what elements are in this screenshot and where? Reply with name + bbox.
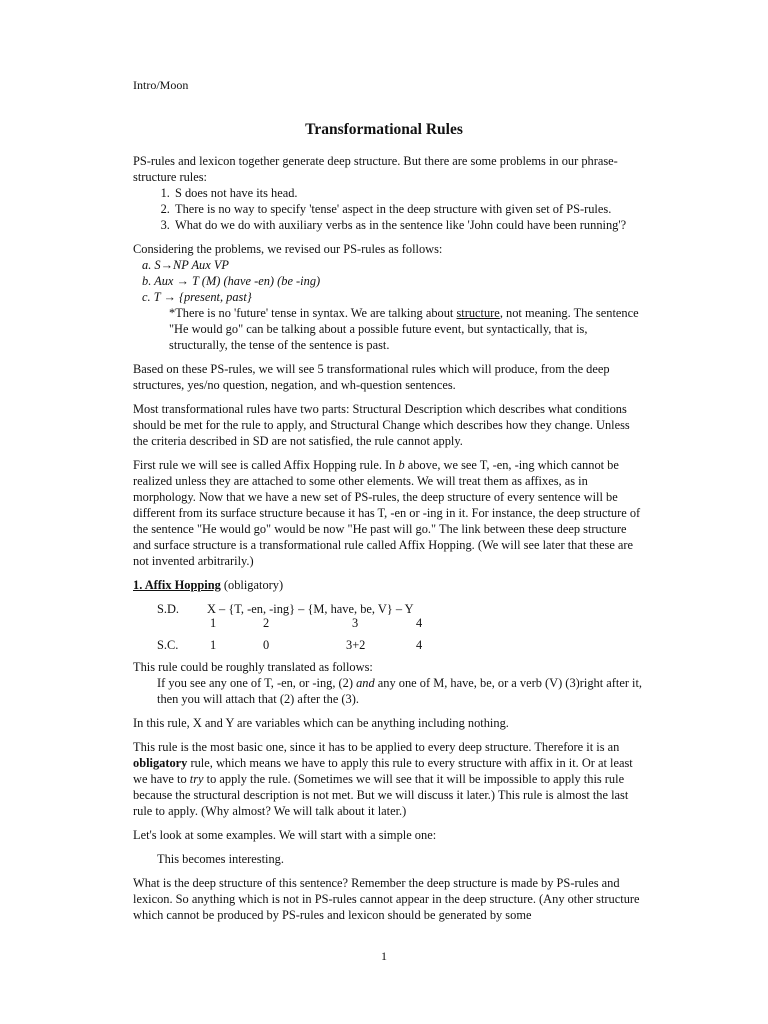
intro-paragraph: PS-rules and lexicon together generate deep structure. But there are some problems in our phrase-structure rules: xyxy=(133,154,618,184)
deep-structure-paragraph: What is the deep structure of this sentence? Remember the deep structure is made by PS-rules and lexicon. So anything which is not in PS-rules cannot appear in the deep structure. (Any other structure which cannot be produced by PS-rules and lexicon should be generated by some xyxy=(133,876,640,922)
rule-a xyxy=(142,257,643,273)
para-text: to apply the rule. (Sometimes we will see that it will be impossible to apply this rule because the structural description is not met. But we will discuss it later.) This rule is almost the last rule to apply. (Why almost? We will talk about it later.) xyxy=(133,772,629,818)
rule-lhs: c. T xyxy=(142,290,161,304)
para-text: If you see any one of T, -en, or -ing, (2) xyxy=(157,676,357,690)
para-italic: b xyxy=(398,458,405,472)
right-arrow-icon: → xyxy=(160,258,173,272)
section-note: (obligatory) xyxy=(223,578,284,592)
problem-item: 2. There is no way to specify 'tense' aspect in the deep structure with given set of PS-rules. xyxy=(173,201,643,217)
rule-rhs: NP Aux VP xyxy=(172,258,229,272)
sd-label: S.D. xyxy=(157,602,180,616)
based-paragraph: Based on these PS-rules, we will see 5 transformational rules which will produce, from the deep structures, yes/no question, negation, and wh-question sentences. xyxy=(133,362,610,392)
obligatory-paragraph xyxy=(133,739,643,819)
rule-c xyxy=(142,289,643,305)
variables-paragraph: In this rule, X and Y are variables which can be anything including nothing. xyxy=(133,716,509,730)
sc-value: 1 xyxy=(210,638,217,652)
interesting-line: This becomes interesting. xyxy=(157,852,284,866)
section-title: 1. Affix Hopping xyxy=(133,578,221,592)
translate-intro: This rule could be roughly translated as follows: xyxy=(133,660,373,674)
sc-value: 0 xyxy=(263,638,270,652)
document-body xyxy=(133,153,643,931)
note-text: *There is no 'future' tense in syntax. We are talking about xyxy=(169,306,457,320)
translate-paragraph xyxy=(157,675,643,707)
sd-number: 1 xyxy=(210,616,217,630)
para-text: rule, which means we have to apply this rule to every structure with affix in it. Or at least we have to xyxy=(133,756,633,786)
sd-number: 4 xyxy=(416,616,423,630)
para-text: above, we see T, -en, -ing which cannot be realized unless they are attached to some other elements. We will treat them as affixes, as in morphology. Now that we have a new set of PS-rules, the deep structure of every sentence will be different from its surface structure because it has T, -en or -ing in it. For instance, the deep structure of the sentence "He would go" would be now "He past will go." The link between these deep structure and surface structure is a transformational rule called Affix Hopping. (We will see later that these are not invented arbitrarily.) xyxy=(133,458,641,568)
para-italic: and xyxy=(356,676,375,690)
rule-rhs: {present, past} xyxy=(178,290,252,304)
problem-item: 1. S does not have its head. xyxy=(173,185,643,201)
problem-item: 3. What do we do with auxiliary verbs as in the sentence like 'John could have been running'? xyxy=(173,217,643,233)
sc-label: S.C. xyxy=(157,638,179,652)
future-tense-note xyxy=(169,305,643,353)
para-italic: try xyxy=(189,772,204,786)
right-arrow-icon: → xyxy=(163,290,176,304)
affix-hopping-intro-paragraph xyxy=(133,457,643,569)
rule-rhs: T (M) (have -en) (be -ing) xyxy=(192,274,321,288)
examples-paragraph: Let's look at some examples. We will start with a simple one: xyxy=(133,828,437,842)
para-bold: obligatory xyxy=(133,756,188,770)
revised-rules xyxy=(142,257,643,305)
para-text: First rule we will see is called Affix Hopping rule. In xyxy=(133,458,399,472)
rule-b xyxy=(142,273,643,289)
rule-lhs: a. S xyxy=(142,258,161,272)
sd-sc-table xyxy=(133,601,643,653)
para-text: any one of M, have, be, or a verb (V) (3)right after it, then you will attach that (2) after the (3). xyxy=(157,676,643,706)
page-number: 1 xyxy=(381,949,387,963)
note-underlined: structure xyxy=(456,306,500,320)
sd-number: 2 xyxy=(263,616,270,630)
sd-formula: X – {T, -en, -ing} – {M, have, be, V} – Y xyxy=(207,602,414,616)
problems-list xyxy=(133,185,643,233)
right-arrow-icon: → xyxy=(176,274,189,288)
running-header: Intro/Moon xyxy=(133,78,189,92)
page-title: Transformational Rules xyxy=(305,121,463,138)
revised-intro: Considering the problems, we revised our PS-rules as follows: xyxy=(133,242,443,256)
para-text: This rule is the most basic one, since it has to be applied to every deep structure. Therefore it is an xyxy=(133,740,620,754)
sc-value: 3+2 xyxy=(346,638,366,652)
sc-value: 4 xyxy=(416,638,423,652)
structural-paragraph: Most transformational rules have two parts: Structural Description which describes what conditions should be met for the rule to apply, and Structural Change which describes how they change. Unless the criteria described in SD are not satisfied, the rule cannot apply. xyxy=(133,402,630,448)
section-heading xyxy=(133,577,643,593)
sd-number: 3 xyxy=(352,616,359,630)
rule-lhs: b. Aux xyxy=(142,274,174,288)
note-text: , not meaning. The sentence "He would go" can be talking about a possible future event, but syntactically, that is, structurally, the tense of the sentence is past. xyxy=(169,306,639,352)
